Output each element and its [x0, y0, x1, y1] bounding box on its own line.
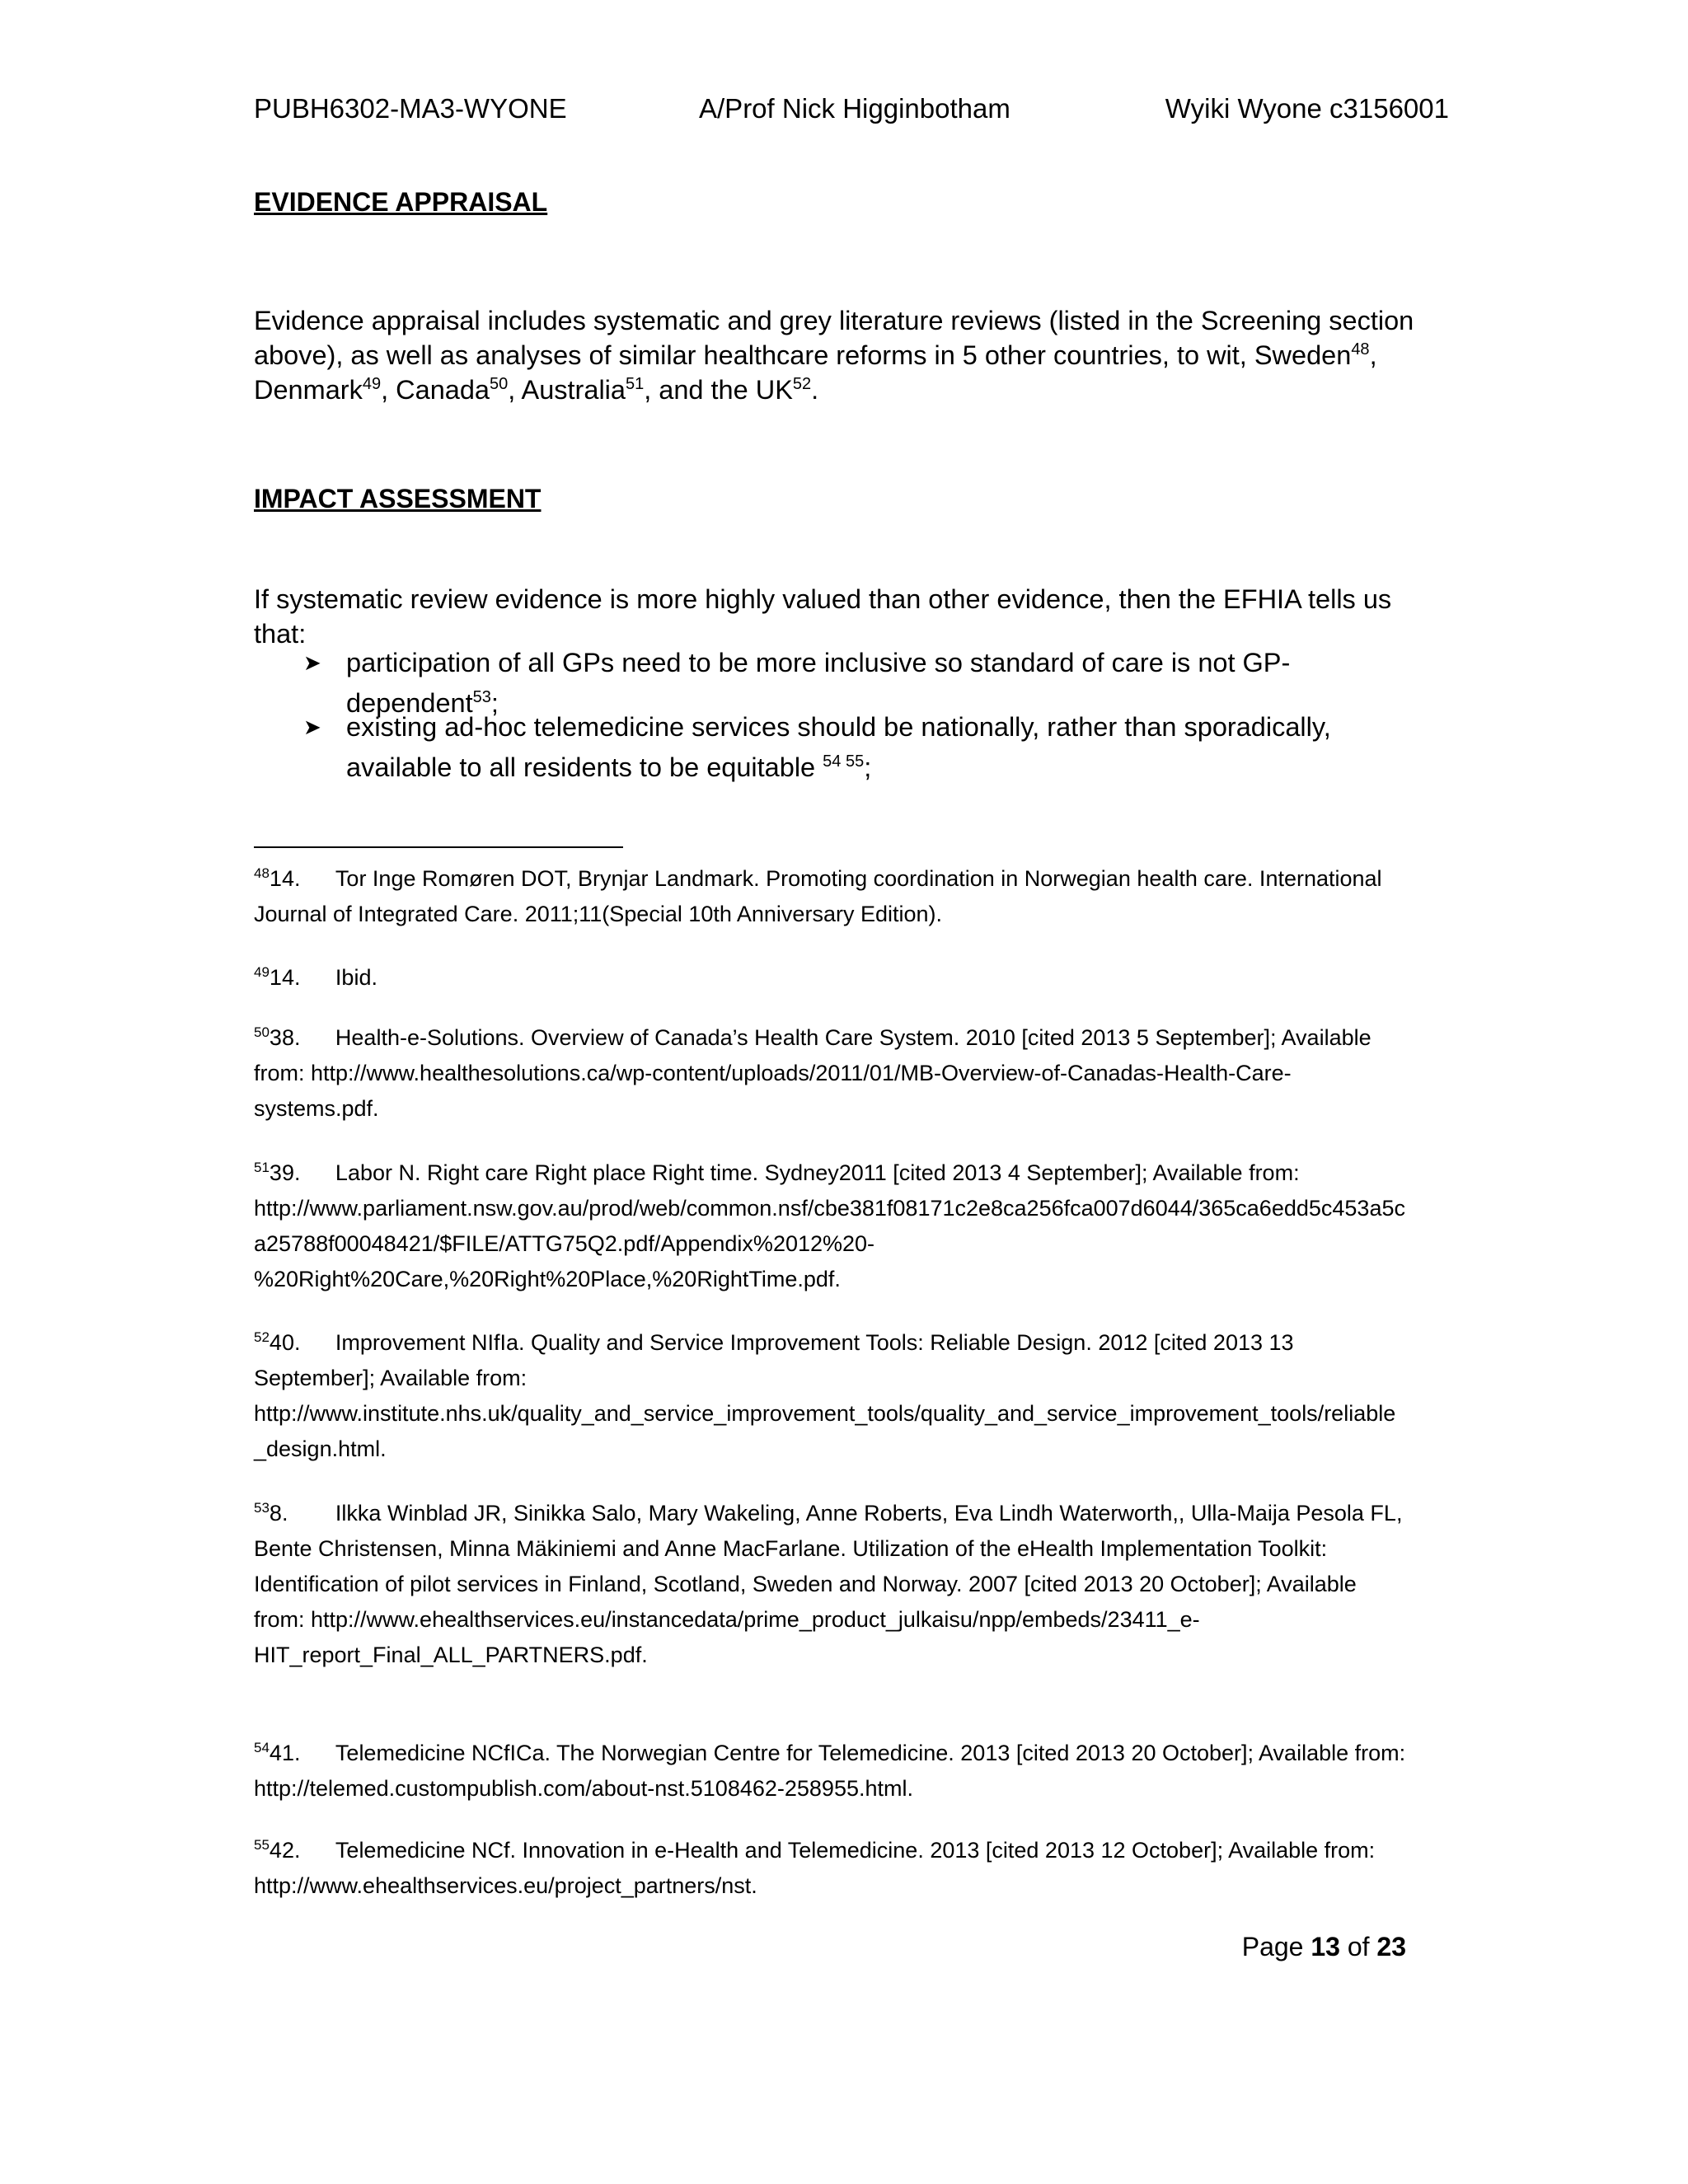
impact-intro: If systematic review evidence is more highly valued than other evidence, then the EFHIA tells us that: [254, 584, 1392, 649]
footnote-mark: 54 [254, 1740, 270, 1755]
bullet-2-body: existing ad-hoc telemedicine services should be nationally, rather than sporadically, available to all residents to be equitable [346, 712, 1331, 782]
footnote-49 [254, 960, 1408, 996]
footnote-54 [254, 1736, 1408, 1807]
page-current: 13 [1311, 1932, 1340, 1961]
evidence-appraisal-paragraph [254, 303, 1424, 407]
arrow-bullet-icon: ➤ [303, 650, 321, 675]
footnote-mark: 50 [254, 1024, 270, 1040]
footnote-text: Health-e-Solutions. Overview of Canada’s Health Care System. 2010 [cited 2013 5 September]; Available from: http://www.healthesolutions.ca/wp-content/uploads/2011/01/MB-Overview-of-Canadas-Health-Care-systems.pdf. [254, 1025, 1372, 1121]
evidence-appraisal-heading: EVIDENCE APPRAISAL [254, 187, 548, 217]
footnote-53 [254, 1496, 1408, 1673]
footnote-text: Improvement NIfIa. Quality and Service Improvement Tools: Reliable Design. 2012 [cited 2013 13 September]; Available from: http://www.institute.nhs.uk/quality_and_service_improvement_tools/quality_and_service_improvement_tools/reliable_design.html. [254, 1330, 1396, 1461]
footnote-ref-54-55[interactable]: 54 55 [823, 752, 865, 771]
footnote-text: Ilkka Winblad JR, Sinikka Salo, Mary Wakeling, Anne Roberts, Eva Lindh Waterworth,, Ulla-Maija Pesola FL, Bente Christensen, Minna Mäkiniemi and Anne MacFarlane. Utilization of the eHealth Implementation Toolkit: Identification of pilot services in Finland, Scotland, Sweden and Norway. 2007 [cited 2013 20 October]; Available from: http://www.ehealthservices.eu/instancedata/prime_product_julkaisu/npp/embeds/23411_e-HIT_report_Final_ALL_PARTNERS.pdf. [254, 1501, 1403, 1667]
evidence-text-sep: , [1369, 340, 1377, 370]
footnote-number: 39. [269, 1160, 301, 1185]
footnote-number: 40. [269, 1330, 301, 1355]
footnote-text: Telemedicine NCfICa. The Norwegian Centre for Telemedicine. 2013 [cited 2013 20 October]; Available from: http://telemed.custompublish.com/about-nst.5108462-258955.html. [254, 1741, 1406, 1801]
footnote-ref-48[interactable]: 48 [1351, 340, 1370, 359]
page-header [254, 92, 1449, 125]
footnote-text: Ibid. [335, 965, 377, 990]
footnote-ref-49[interactable]: 49 [362, 375, 382, 394]
footnote-separator [254, 846, 623, 848]
bullet-1-body: participation of all GPs need to be more inclusive so standard of care is not GP-dependent [346, 648, 1291, 718]
evidence-australia: , Australia [508, 375, 626, 405]
footnote-ref-52[interactable]: 52 [792, 375, 812, 394]
impact-assessment-heading: IMPACT ASSESSMENT [254, 484, 542, 513]
footnote-ref-53[interactable]: 53 [472, 688, 491, 707]
footnote-number: 14. [269, 866, 301, 891]
footnote-mark: 55 [254, 1837, 270, 1853]
bullet-2-text [346, 707, 1424, 788]
footnote-mark: 52 [254, 1329, 270, 1345]
footnote-text: Tor Inge Romøren DOT, Brynjar Landmark. Promoting coordination in Norwegian health care. International Journal of Integrated Care. 2011;11(Special 10th Anniversary Edition). [254, 866, 1382, 926]
footnote-ref-50[interactable]: 50 [490, 375, 509, 394]
evidence-canada: , Canada [381, 375, 490, 405]
page-number [1242, 1930, 1406, 1963]
footnote-number: 38. [269, 1025, 301, 1050]
page-prefix: Page [1241, 1932, 1311, 1961]
bullet-1-end: ; [490, 688, 499, 718]
footnote-number: 41. [269, 1741, 301, 1765]
footnote-ref-51[interactable]: 51 [625, 375, 645, 394]
footnote-number: 42. [269, 1838, 301, 1863]
footnote-mark: 51 [254, 1160, 270, 1175]
page-total: 23 [1376, 1932, 1406, 1961]
footnote-number: 14. [269, 965, 301, 990]
evidence-uk: , and the UK [644, 375, 793, 405]
evidence-text: Evidence appraisal includes systematic and grey literature reviews (listed in the Screening section above), as well as analyses of similar healthcare reforms in 5 other countries, to wit, Sweden [254, 306, 1414, 370]
footnote-50 [254, 1020, 1408, 1127]
header-student: Wyiki Wyone c3156001 [1165, 93, 1449, 124]
footnote-52 [254, 1325, 1408, 1467]
arrow-bullet-icon: ➤ [303, 715, 321, 739]
impact-bullet-2 [303, 707, 1424, 788]
footnote-55 [254, 1833, 1408, 1904]
header-course-code: PUBH6302-MA3-WYONE [254, 93, 567, 124]
footnote-mark: 49 [254, 964, 270, 980]
footnote-text: Labor N. Right care Right place Right time. Sydney2011 [cited 2013 4 September]; Available from: http://www.parliament.nsw.gov.au/prod/web/common.nsf/cbe381f08171c2e8ca256fca007d6044/365ca6edd5c453a5ca25788f00048421/$FILE/ATTG75Q2.pdf/Appendix%2012%20-%20Right%20Care,%20Right%20Place,%20RightTime.pdf. [254, 1160, 1405, 1291]
footnote-mark: 53 [254, 1500, 270, 1516]
header-instructor: A/Prof Nick Higginbotham [699, 93, 1010, 124]
footnote-51 [254, 1155, 1408, 1297]
footnote-text: Telemedicine NCf. Innovation in e-Health and Telemedicine. 2013 [cited 2013 12 October]; Available from: http://www.ehealthservices.eu/project_partners/nst. [254, 1838, 1376, 1898]
evidence-end: . [811, 375, 819, 405]
page-of: of [1339, 1932, 1377, 1961]
bullet-2-end: ; [864, 752, 872, 782]
footnote-mark: 48 [254, 865, 270, 881]
footnote-48 [254, 861, 1408, 932]
evidence-denmark: Denmark [254, 375, 363, 405]
footnote-number: 8. [269, 1501, 288, 1526]
